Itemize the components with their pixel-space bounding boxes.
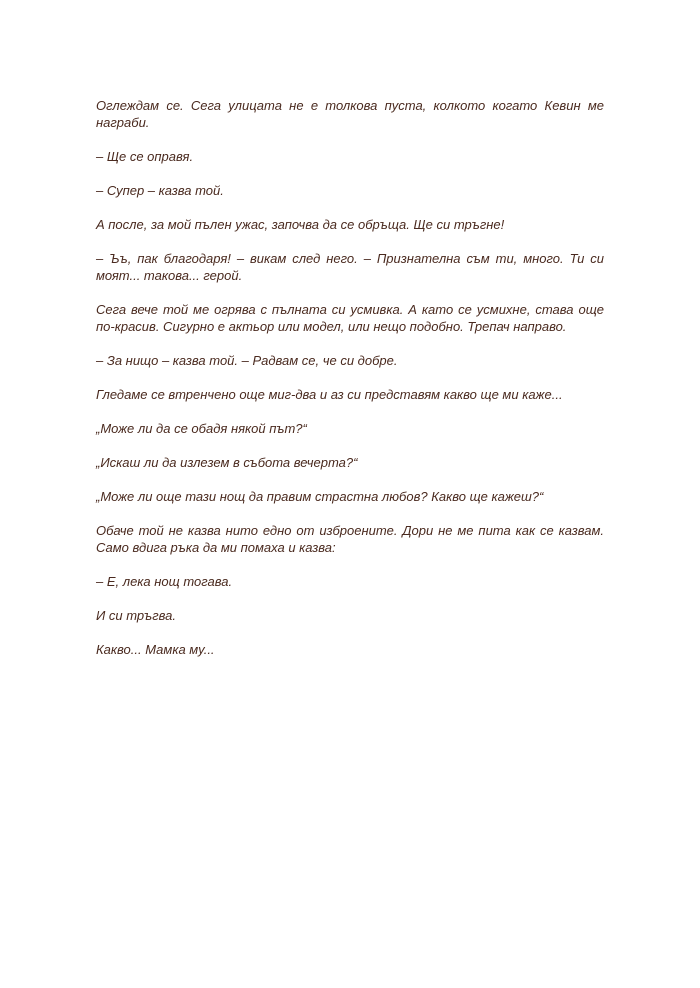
paragraph: – Ще се оправя. xyxy=(96,149,194,164)
paragraph: Сега вече той ме огрява с пълната си усмивка. А като се усмихне, става още по-красив. Сигурно е актьор или модел, или нещо подобно. Трепач направо. xyxy=(96,302,604,334)
text-body xyxy=(96,97,604,658)
paragraph: Оглеждам се. Сега улицата не е толкова пуста, колкото когато Кевин ме награби. xyxy=(96,98,604,130)
paragraph: – Ъъ, пак благодаря! – викам след него. – Признателна съм ти, много. Ти си моят... такова... герой. xyxy=(96,251,604,283)
paragraph: А после, за мой пълен ужас, започва да се обръща. Ще си тръгне! xyxy=(96,217,505,232)
paragraph: Обаче той не казва нито едно от изброените. Дори не ме пита как се казвам. Само вдига ръка да ми помаха и казва: xyxy=(96,523,604,555)
paragraph: – Е, лека нощ тогава. xyxy=(96,574,233,589)
paragraph: И си тръгва. xyxy=(96,608,176,623)
paragraph: „Може ли още тази нощ да правим страстна любов? Какво ще кажеш?“ xyxy=(96,489,544,504)
paragraph: Гледаме се втренчено още миг-два и аз си представям какво ще ми каже... xyxy=(96,387,563,402)
paragraph: „Искаш ли да излезем в събота вечерта?“ xyxy=(96,455,358,470)
paragraph: – За нищо – казва той. – Радвам се, че си добре. xyxy=(96,353,398,368)
paragraph: „Може ли да се обадя някой път?“ xyxy=(96,421,307,436)
paragraph: – Супер – казва той. xyxy=(96,183,224,198)
paragraph: Какво... Мамка му... xyxy=(96,642,215,657)
